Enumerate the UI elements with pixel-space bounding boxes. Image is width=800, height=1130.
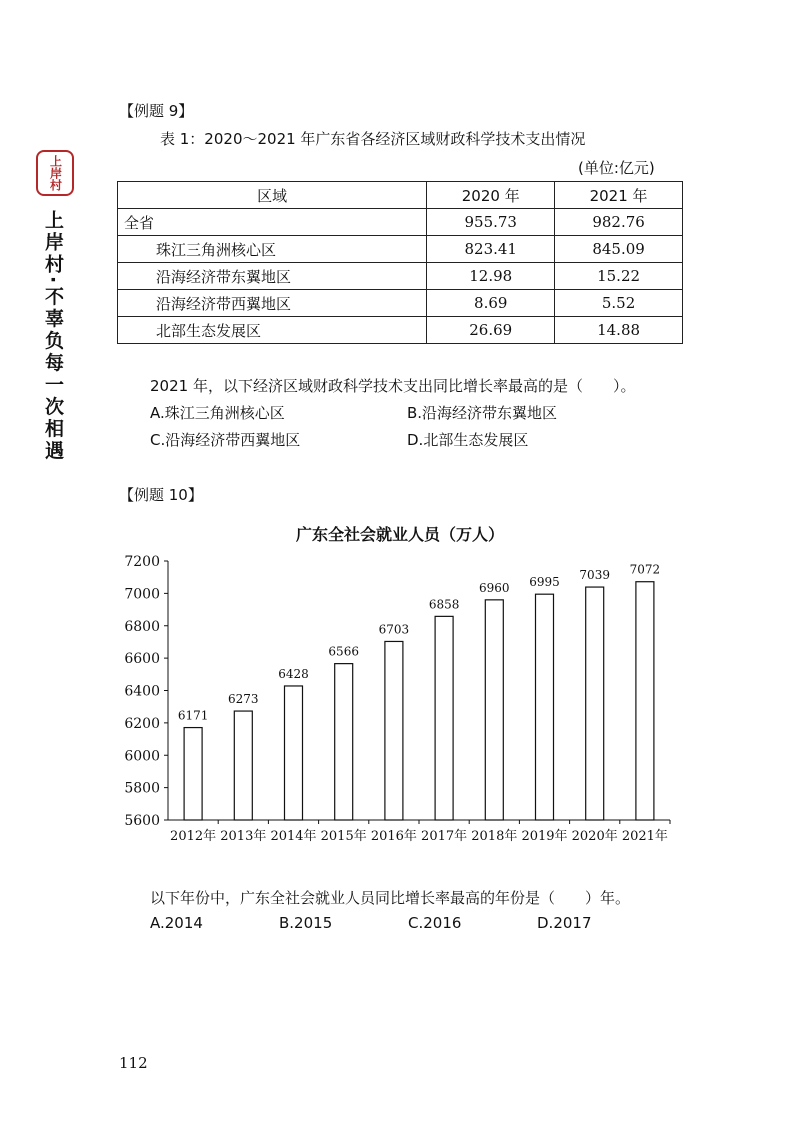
option-d: D.北部生态发展区 bbox=[407, 431, 529, 449]
bar-chart bbox=[110, 548, 690, 853]
x-tick-label: 2012年 bbox=[170, 829, 217, 844]
table-row bbox=[118, 209, 683, 236]
row-2021: 982.76 bbox=[555, 209, 683, 236]
table-row bbox=[118, 236, 683, 263]
option-c: C.沿海经济带西翼地区 bbox=[150, 431, 301, 449]
row-region: 沿海经济带西翼地区 bbox=[118, 290, 427, 317]
row-region: 珠江三角洲核心区 bbox=[118, 236, 427, 263]
row-2021: 845.09 bbox=[555, 236, 683, 263]
seal-logo: 上岸村 bbox=[36, 150, 74, 196]
table-row bbox=[118, 317, 683, 344]
bar bbox=[586, 587, 604, 820]
table-caption: 表 1：2020～2021 年广东省各经济区域财政科学技术支出情况 bbox=[160, 130, 586, 148]
example-10-label: 【例题 10】 bbox=[119, 486, 203, 504]
table-unit: (单位:亿元) bbox=[578, 159, 655, 177]
row-2021: 5.52 bbox=[555, 290, 683, 317]
x-tick-label: 2018年 bbox=[471, 829, 518, 844]
row-region: 全省 bbox=[118, 209, 427, 236]
bar bbox=[335, 664, 353, 820]
row-2020: 955.73 bbox=[427, 209, 555, 236]
option-b: B.2015 bbox=[279, 914, 333, 932]
question-9: 2021 年，以下经济区域财政科学技术支出同比增长率最高的是（ ）。 bbox=[150, 377, 636, 395]
option-a: A.珠江三角洲核心区 bbox=[150, 404, 285, 422]
y-tick-label: 5600 bbox=[124, 813, 160, 829]
table-row bbox=[118, 263, 683, 290]
header-2020: 2020 年 bbox=[427, 182, 555, 209]
row-2020: 26.69 bbox=[427, 317, 555, 344]
page-number: 112 bbox=[119, 1054, 148, 1072]
row-2020: 12.98 bbox=[427, 263, 555, 290]
data-label: 7039 bbox=[579, 568, 610, 583]
x-tick-label: 2016年 bbox=[370, 829, 417, 844]
bar bbox=[636, 582, 654, 820]
y-tick-label: 6400 bbox=[124, 683, 160, 700]
option-a: A.2014 bbox=[150, 914, 203, 932]
data-table bbox=[117, 181, 683, 344]
y-tick-label: 6600 bbox=[124, 651, 160, 668]
data-label: 6273 bbox=[228, 692, 259, 707]
data-label: 6995 bbox=[529, 575, 560, 590]
bar bbox=[234, 711, 252, 820]
bar bbox=[435, 616, 453, 820]
example-9-label: 【例题 9】 bbox=[119, 102, 194, 120]
data-label: 6703 bbox=[378, 622, 410, 637]
chart-title: 广东全社会就业人员（万人） bbox=[295, 525, 504, 544]
y-tick-label: 6200 bbox=[124, 715, 160, 732]
header-region: 区域 bbox=[118, 182, 427, 209]
row-region: 沿海经济带东翼地区 bbox=[118, 263, 427, 290]
x-tick-label: 2017年 bbox=[421, 829, 468, 844]
y-tick-label: 5800 bbox=[124, 780, 160, 797]
data-label: 6858 bbox=[428, 597, 460, 612]
x-tick-label: 2020年 bbox=[571, 829, 618, 844]
y-tick-label: 7000 bbox=[124, 586, 160, 603]
data-label: 6428 bbox=[278, 666, 309, 681]
y-tick-label: 6000 bbox=[124, 748, 160, 765]
x-tick-label: 2019年 bbox=[521, 829, 568, 844]
bar bbox=[485, 600, 503, 820]
table-row bbox=[118, 290, 683, 317]
data-label: 7072 bbox=[629, 562, 661, 577]
header-2021: 2021 年 bbox=[555, 182, 683, 209]
x-tick-label: 2014年 bbox=[270, 829, 317, 844]
row-2021: 14.88 bbox=[555, 317, 683, 344]
y-tick-label: 6800 bbox=[124, 618, 160, 635]
bar bbox=[184, 728, 202, 820]
option-d: D.2017 bbox=[537, 914, 592, 932]
row-2021: 15.22 bbox=[555, 263, 683, 290]
y-tick-label: 7200 bbox=[124, 554, 160, 570]
data-label: 6566 bbox=[328, 644, 359, 659]
side-brand bbox=[34, 150, 74, 462]
x-tick-label: 2015年 bbox=[320, 829, 367, 844]
option-c: C.2016 bbox=[408, 914, 462, 932]
row-region: 北部生态发展区 bbox=[118, 317, 427, 344]
question-10: 以下年份中，广东全社会就业人员同比增长率最高的年份是（ ）年。 bbox=[150, 889, 631, 907]
option-b: B.沿海经济带东翼地区 bbox=[407, 404, 558, 422]
bar bbox=[385, 641, 403, 820]
x-tick-label: 2021年 bbox=[621, 829, 668, 844]
x-tick-label: 2013年 bbox=[220, 829, 267, 844]
data-label: 6171 bbox=[177, 708, 209, 723]
brand-slogan: 上岸村·不辜负每一次相遇 bbox=[42, 210, 64, 463]
data-label: 6960 bbox=[479, 580, 510, 595]
bar bbox=[285, 686, 303, 820]
row-2020: 8.69 bbox=[427, 290, 555, 317]
table-header-row bbox=[118, 182, 683, 209]
row-2020: 823.41 bbox=[427, 236, 555, 263]
bar bbox=[536, 594, 554, 820]
